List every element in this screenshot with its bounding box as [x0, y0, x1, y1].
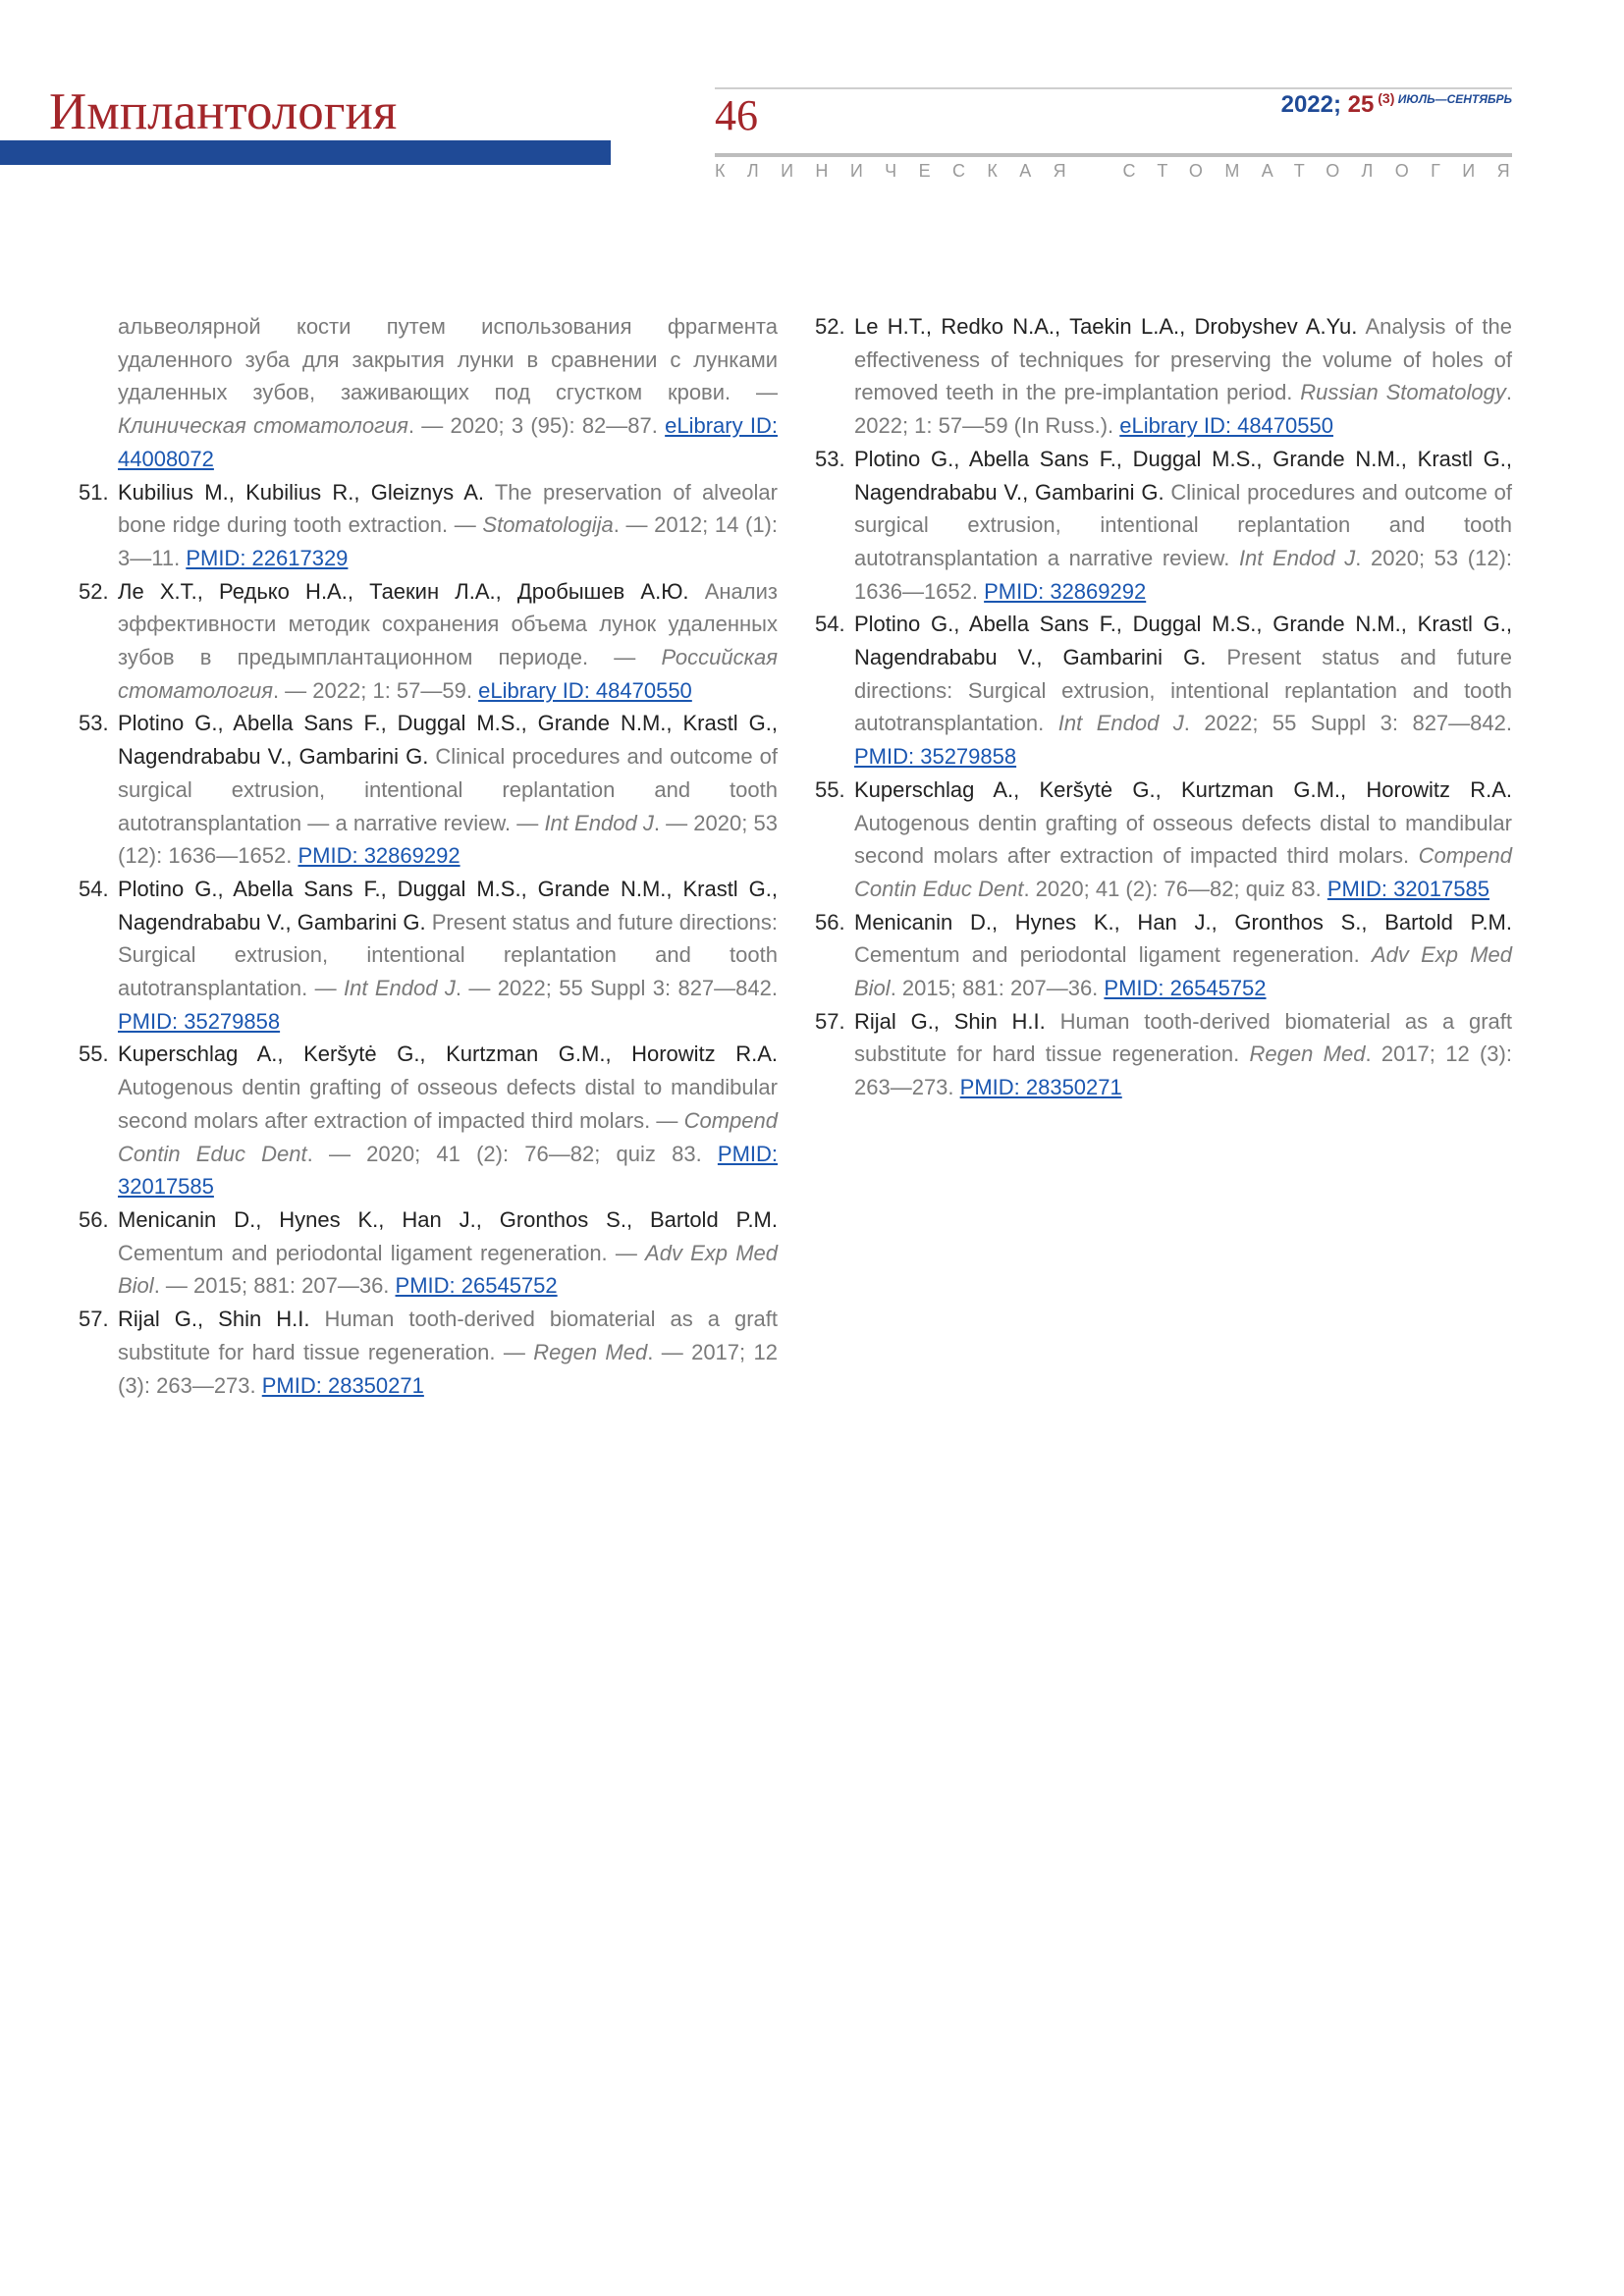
reference-link[interactable]: PMID: 35279858	[118, 1008, 281, 1034]
reference-item	[79, 575, 778, 708]
reference-journal: Клиническая стоматология	[118, 413, 408, 439]
reference-text: Present status and future directions: Surgical extrusion, intentional replantation and tooth autotransplantation. —	[118, 909, 778, 1001]
reference-authors: Kuperschlag A., Keršytė G., Kurtzman G.M., Horowitz R.A.	[118, 1041, 778, 1067]
reference-link[interactable]: PMID: 22617329	[186, 545, 349, 570]
reference-journal: Regen Med	[1249, 1041, 1366, 1067]
reference-details: . — 2017; 12 (3): 263—273.	[118, 1339, 778, 1398]
reference-text: Human tooth-derived biomaterial as a graft substitute for hard tissue regeneration.	[854, 1008, 1512, 1067]
reference-text: Clinical procedures and outcome of surgical extrusion, intentional replantation and tooth autotransplantation — a narrative review. —	[118, 744, 779, 835]
reference-authors: Rijal G., Shin H.I.	[118, 1307, 310, 1332]
issue-months: ИЮЛЬ—СЕНТЯБРЬ	[1394, 92, 1512, 106]
reference-number: 57.	[815, 1008, 845, 1034]
reference-link[interactable]: eLibrary ID: 48470550	[478, 677, 692, 703]
reference-number: 55.	[815, 776, 845, 802]
reference-journal: Adv Exp Med Biol	[118, 1240, 778, 1299]
reference-journal: Российская стоматология	[118, 645, 778, 703]
reference-details: . — 2022; 1: 57—59.	[272, 677, 479, 703]
reference-details: . 2022; 1: 57—59 (In Russ.).	[854, 380, 1512, 439]
reference-link[interactable]: eLibrary ID: 48470550	[1119, 413, 1333, 439]
reference-details: . — 2015; 881: 207—36.	[153, 1273, 396, 1299]
reference-journal: Stomatologija	[482, 512, 614, 538]
reference-number: 51.	[79, 479, 109, 505]
issue-volume: 25	[1341, 91, 1375, 118]
reference-link[interactable]: PMID: 26545752	[395, 1273, 558, 1299]
page-number: 46	[715, 91, 758, 139]
reference-details: . 2022; 55 Suppl 3: 827—842.	[1183, 711, 1512, 736]
reference-authors: Menicanin D., Hynes K., Han J., Gronthos S., Bartold P.M.	[854, 909, 1512, 934]
reference-journal: Regen Med	[533, 1339, 648, 1364]
reference-link[interactable]: PMID: 32869292	[298, 843, 460, 869]
issue-year: 2022;	[1280, 91, 1341, 118]
reference-link[interactable]: eLibrary ID: 44008072	[118, 413, 778, 471]
page-header	[0, 0, 1624, 196]
reference-journal: Russian Stomatology	[1300, 380, 1506, 405]
reference-link[interactable]: PMID: 26545752	[1104, 976, 1267, 1001]
reference-details: . — 2020; 41 (2): 76—82; quiz 83.	[306, 1141, 718, 1166]
reference-number: 56.	[815, 909, 845, 934]
reference-authors: Plotino G., Abella Sans F., Duggal M.S., Grande N.M., Krastl G., Nagendrababu V., Gambarini G.	[854, 446, 1512, 505]
reference-link[interactable]: PMID: 28350271	[261, 1372, 424, 1398]
reference-item	[815, 310, 1512, 443]
reference-item	[815, 1005, 1512, 1104]
reference-link[interactable]: PMID: 35279858	[854, 744, 1017, 770]
reference-continued	[118, 310, 778, 476]
reference-authors: Ле Х.Т., Редько Н.А., Таекин Л.А., Дробышев А.Ю.	[118, 578, 689, 604]
reference-details: . 2020; 41 (2): 76—82; quiz 83.	[1023, 876, 1327, 901]
reference-authors: Kuperschlag A., Keršytė G., Kurtzman G.M., Horowitz R.A.	[854, 776, 1512, 802]
issue-info	[1280, 90, 1512, 118]
header-divider	[715, 153, 1512, 157]
reference-details: . 2015; 881: 207—36.	[890, 976, 1105, 1001]
references-right-column	[815, 310, 1513, 1104]
reference-authors: Rijal G., Shin H.I.	[854, 1008, 1046, 1034]
reference-journal: Int Endod J	[344, 976, 456, 1001]
reference-text: альвеолярной кости путем использования фрагмента удаленного зуба для закрытия лунки в сравнении с лунками удаленных зубов, заживающих под сгустком крови. —	[118, 314, 778, 405]
reference-number: 56.	[79, 1206, 109, 1232]
reference-item	[815, 608, 1512, 774]
reference-text: Clinical procedures and outcome of surgical extrusion, intentional replantation and tooth autotransplantation a narrative review.	[854, 479, 1513, 570]
reference-details: . — 2022; 55 Suppl 3: 827—842.	[455, 976, 778, 1001]
reference-authors: Plotino G., Abella Sans F., Duggal M.S., Grande N.M., Krastl G., Nagendrababu V., Gambarini G.	[118, 876, 778, 934]
reference-number: 54.	[815, 612, 845, 637]
reference-item	[79, 873, 778, 1039]
reference-link[interactable]: PMID: 28350271	[959, 1075, 1122, 1100]
reference-item	[79, 1203, 778, 1303]
reference-journal: Adv Exp Med Biol	[854, 942, 1513, 1001]
reference-number: 53.	[815, 446, 845, 471]
section-title: Имплантология	[49, 83, 398, 140]
reference-journal: Int Endod J	[544, 810, 654, 835]
reference-text: Analysis of the effectiveness of techniques for preserving the volume of holes of removed teeth in the pre-implantation period.	[854, 314, 1512, 405]
references-left-column	[79, 310, 779, 1402]
reference-number: 52.	[79, 578, 109, 604]
journal-name-word-1: КЛИНИЧЕСКАЯ	[715, 161, 1089, 181]
reference-details: . — 2020; 3 (95): 82—87.	[407, 413, 666, 439]
reference-journal: Compend Contin Educ Dent	[854, 843, 1512, 901]
reference-details: . — 2020; 53 (12): 1636—1652.	[118, 810, 778, 869]
reference-link[interactable]: PMID: 32017585	[118, 1141, 779, 1200]
reference-number: 54.	[79, 876, 109, 901]
reference-item	[79, 476, 778, 575]
reference-item	[79, 1038, 779, 1203]
reference-number: 52.	[815, 314, 845, 339]
reference-item	[815, 443, 1513, 609]
reference-text: Cementum and periodontal ligament regeneration.	[854, 942, 1372, 968]
reference-number: 57.	[79, 1307, 109, 1332]
reference-authors: Kubilius M., Kubilius R., Gleiznys A.	[118, 479, 484, 505]
reference-authors: Le H.T., Redko N.A., Taekin L.A., Drobyshev A.Yu.	[854, 314, 1358, 339]
reference-journal: Int Endod J	[1057, 711, 1184, 736]
section-color-bar	[0, 140, 611, 165]
reference-details: . 2017; 12 (3): 263—273.	[854, 1041, 1512, 1100]
reference-authors: Menicanin D., Hynes K., Han J., Gronthos S., Bartold P.M.	[118, 1206, 778, 1232]
reference-number: 53.	[79, 711, 109, 736]
reference-item	[815, 906, 1513, 1005]
reference-item	[79, 1303, 779, 1402]
reference-item	[79, 707, 779, 873]
reference-item	[815, 774, 1512, 906]
reference-authors: Plotino G., Abella Sans F., Duggal M.S., Grande N.M., Krastl G., Nagendrababu V., Gambarini G.	[118, 711, 778, 770]
journal-name-word-2: СТОМАТОЛОГИЯ	[1122, 161, 1532, 181]
reference-link[interactable]: PMID: 32017585	[1326, 876, 1489, 901]
reference-text: Анализ эффективности методик сохранения объема лунок удаленных зубов в предымплантационном периоде. —	[118, 578, 778, 670]
header-top-rule	[715, 87, 1512, 89]
reference-text: Cementum and periodontal ligament regeneration. —	[118, 1240, 646, 1265]
reference-journal: Compend Contin Educ Dent	[118, 1107, 778, 1166]
reference-details: . — 2012; 14 (1): 3—11.	[118, 512, 778, 570]
reference-details: . 2020; 53 (12): 1636—1652.	[854, 545, 1513, 604]
reference-authors: Plotino G., Abella Sans F., Duggal M.S., Grande N.M., Krastl G., Nagendrababu V., Gambarini G.	[854, 612, 1512, 670]
reference-number: 55.	[79, 1041, 109, 1067]
reference-link[interactable]: PMID: 32869292	[984, 578, 1147, 604]
reference-text: Autogenous dentin grafting of osseous defects distal to mandibular second molars after extraction of impacted third molars. —	[118, 1075, 778, 1133]
reference-text: Present status and future directions: Surgical extrusion, intentional replantation and tooth autotransplantation.	[854, 645, 1512, 736]
reference-text: Autogenous dentin grafting of osseous defects distal to mandibular second molars after extraction of impacted third molars.	[854, 810, 1512, 869]
reference-text: The preservation of alveolar bone ridge during tooth extraction. —	[118, 479, 778, 538]
reference-journal: Int Endod J	[1238, 545, 1356, 570]
reference-text: Human tooth-derived biomaterial as a graft substitute for hard tissue regeneration. —	[118, 1307, 779, 1364]
issue-number: (3)	[1374, 90, 1395, 106]
